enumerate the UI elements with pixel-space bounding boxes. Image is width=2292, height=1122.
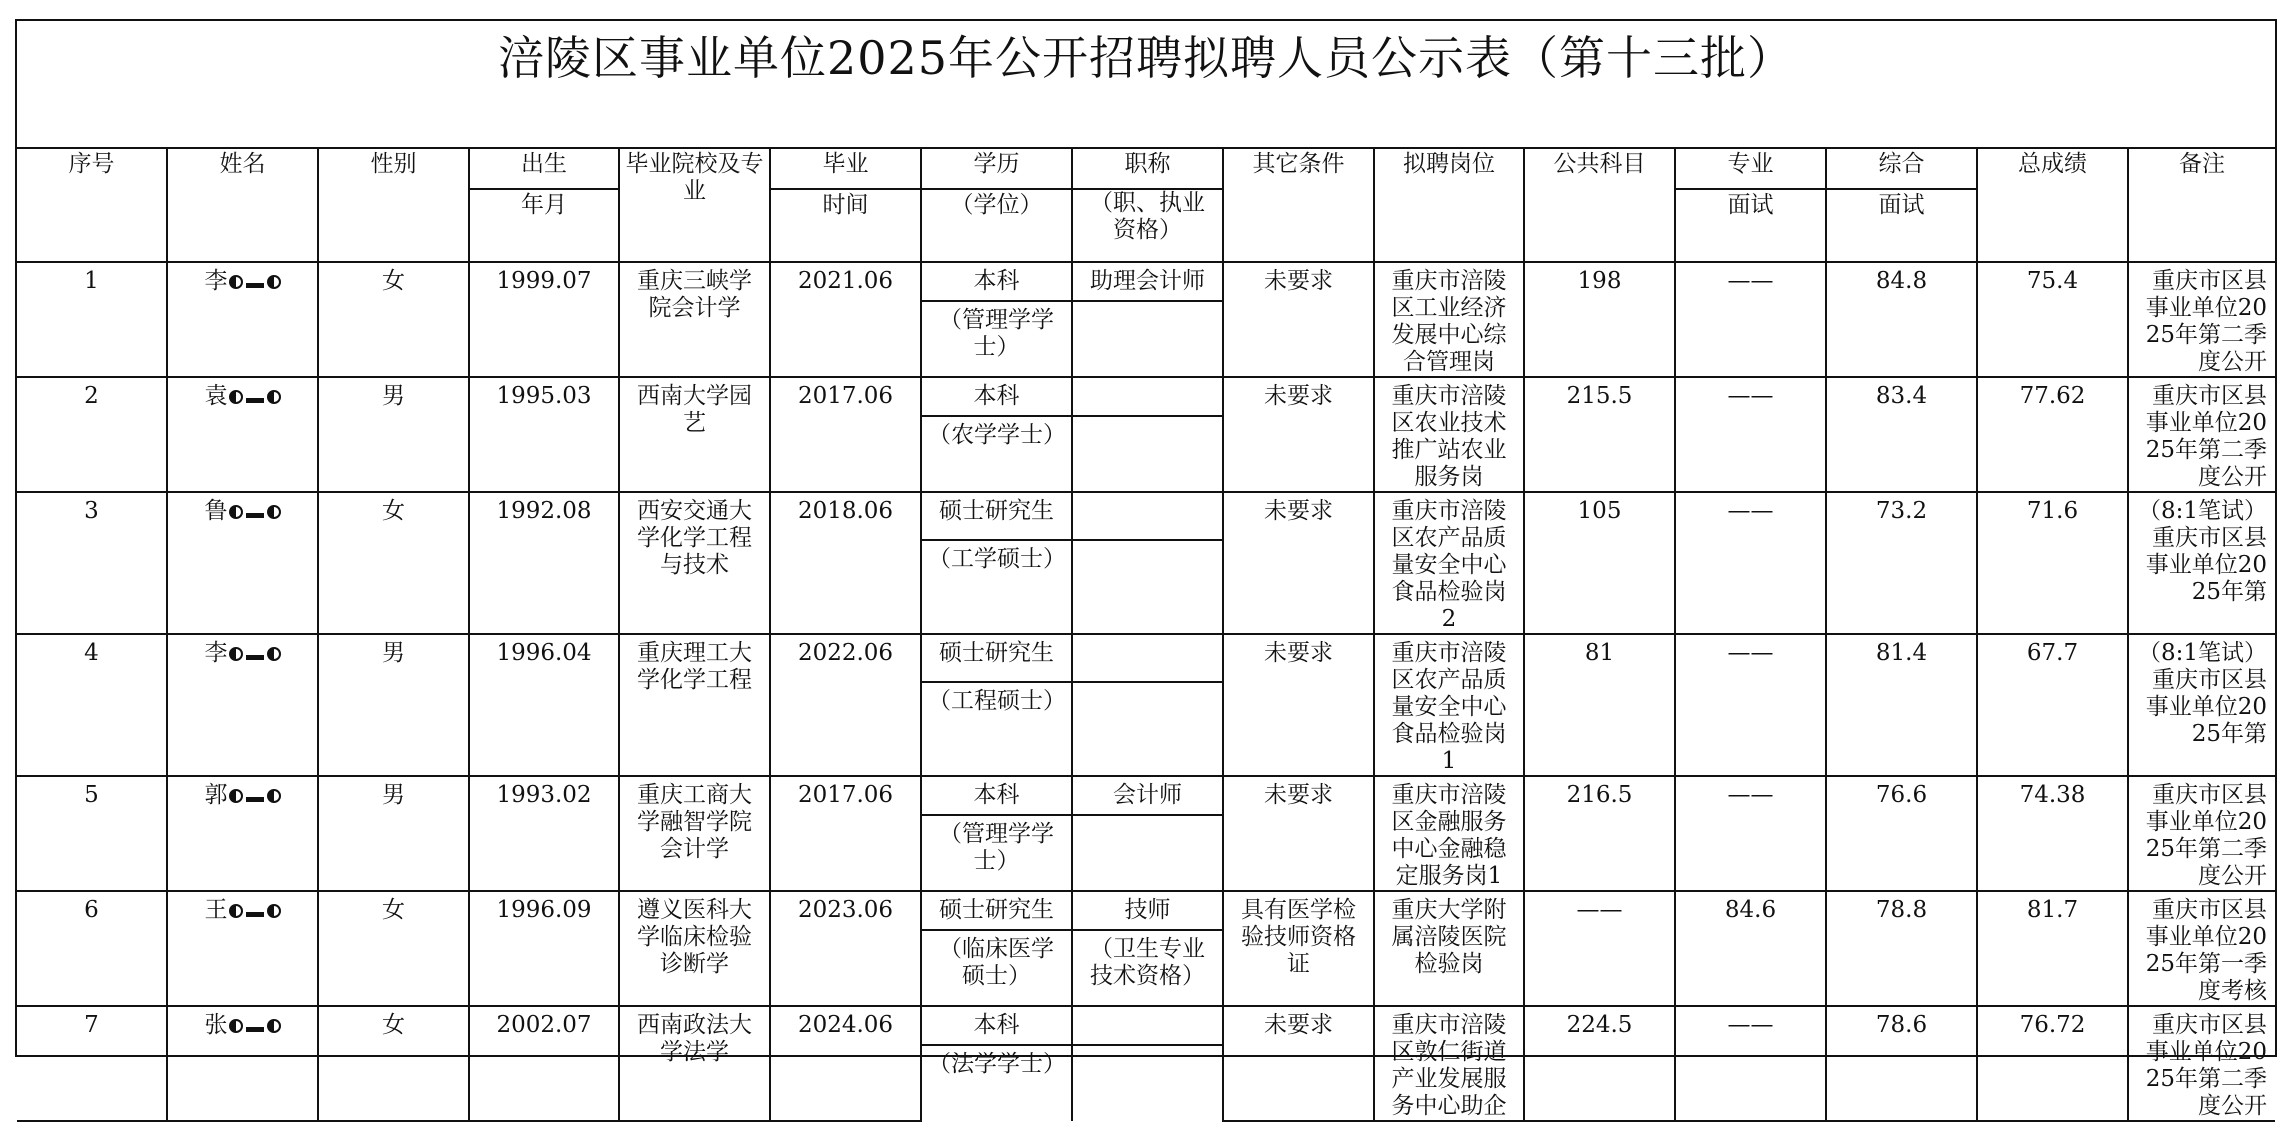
cell-school-text: 西南大学园艺	[637, 383, 752, 436]
cell-total	[1977, 492, 2128, 634]
cell-title-text	[1073, 1007, 1222, 1012]
cell-post	[1374, 1006, 1524, 1121]
cell-cert	[1072, 930, 1223, 1006]
cell-public-text: ——	[1576, 897, 1623, 923]
table-row	[17, 776, 2275, 815]
cell-birth-text: 1995.03	[496, 383, 592, 409]
cell-cert	[1072, 815, 1223, 891]
cell-title	[1072, 776, 1223, 815]
cell-public-text: 224.5	[1566, 1012, 1633, 1038]
header-title-top: 职称	[1072, 149, 1223, 189]
cell-edu	[921, 891, 1072, 930]
cell-edu-text: 硕士研究生	[939, 897, 1054, 923]
cell-degree	[921, 540, 1072, 634]
cell-gender	[318, 891, 469, 1006]
cell-gender-text: 女	[382, 498, 405, 524]
cell-grad-text: 2017.06	[797, 383, 894, 409]
cell-major	[1675, 776, 1826, 891]
table-header	[17, 149, 2275, 262]
cell-name	[167, 891, 318, 1006]
name-surname: 李	[204, 268, 228, 294]
cell-major-text: ——	[1727, 498, 1774, 524]
cell-grad-text: 2024.06	[797, 1012, 894, 1038]
cell-title-text: 会计师	[1113, 782, 1182, 808]
table-row	[17, 634, 2275, 682]
cell-public-text: 81	[1584, 640, 1615, 666]
cell-note	[2128, 492, 2275, 634]
cell-grad	[770, 377, 921, 492]
cell-title-text	[1073, 493, 1222, 498]
page-title: 涪陵区事业单位2025年公开招聘拟聘人员公示表（第十三批）	[497, 31, 1795, 85]
cell-note	[2128, 262, 2275, 377]
name-surname: 李	[204, 640, 228, 666]
cell-other-text: 未要求	[1264, 782, 1333, 808]
header-public: 公共科目	[1524, 149, 1675, 262]
cell-major	[1675, 262, 1826, 377]
name-surname: 王	[204, 897, 228, 923]
cell-note	[2128, 776, 2275, 891]
cell-grad	[770, 776, 921, 891]
candidates-table	[17, 149, 2275, 1122]
cell-total	[1977, 891, 2128, 1006]
cell-name	[167, 262, 318, 377]
cell-public-text: 105	[1577, 498, 1622, 524]
name-surname: 袁	[204, 383, 228, 409]
cell-post-text: 重庆市涪陵区农产品质量安全中心食品检验岗1	[1391, 640, 1507, 774]
cell-note-text: （8:1笔试）重庆市区县事业单位2025年第	[2137, 498, 2267, 605]
table-row	[17, 377, 2275, 416]
cell-gender-text: 男	[382, 782, 405, 808]
cell-other-text: 未要求	[1264, 498, 1333, 524]
cell-public-text: 198	[1577, 268, 1622, 294]
cell-edu-text: 本科	[973, 1012, 1020, 1038]
cell-edu	[921, 1006, 1072, 1045]
cell-comp-text: 78.8	[1875, 897, 1928, 923]
header-post: 拟聘岗位	[1374, 149, 1524, 262]
cell-comp	[1826, 891, 1977, 1006]
header-birth-top: 出生	[469, 149, 619, 189]
cell-total	[1977, 1006, 2128, 1121]
header-note: 备注	[2128, 149, 2275, 262]
cell-post-text: 重庆市涪陵区农产品质量安全中心食品检验岗2	[1391, 498, 1507, 632]
cell-seq-text: 3	[84, 498, 99, 524]
cell-other	[1223, 262, 1374, 377]
cell-public	[1524, 1006, 1675, 1121]
cell-name	[167, 377, 318, 492]
cell-grad	[770, 262, 921, 377]
cell-gender	[318, 1006, 469, 1121]
cell-gender	[318, 776, 469, 891]
cell-school	[619, 891, 770, 1006]
cell-public-text: 215.5	[1566, 383, 1633, 409]
cell-birth-text: 1993.02	[496, 782, 592, 808]
cell-seq-text: 6	[84, 897, 99, 923]
cell-public-text: 216.5	[1566, 782, 1633, 808]
cell-post-text: 重庆大学附属涪陵医院检验岗	[1391, 897, 1507, 977]
header-birth-bottom: 年月	[469, 189, 619, 262]
cell-total-text: 74.38	[2019, 782, 2086, 808]
cell-other-text: 未要求	[1264, 383, 1333, 409]
cell-birth-text: 1999.07	[496, 268, 592, 294]
cell-degree-text: （农学学士）	[928, 422, 1066, 449]
cell-other	[1223, 1006, 1374, 1121]
cell-birth	[469, 1006, 619, 1121]
cell-degree	[921, 1045, 1072, 1121]
cell-edu-text: 硕士研究生	[939, 498, 1054, 524]
cell-post-text: 重庆市涪陵区敦仁街道产业发展服务中心助企	[1391, 1012, 1507, 1119]
cell-seq-text: 7	[84, 1012, 99, 1038]
cell-total	[1977, 634, 2128, 776]
cell-major-text: 84.6	[1724, 897, 1777, 923]
cell-name	[167, 634, 318, 776]
table-row	[17, 492, 2275, 540]
cell-note-text: 重庆市区县事业单位2025年第一季度考核	[2145, 897, 2267, 1004]
cell-total-text: 76.72	[2019, 1012, 2086, 1038]
cell-cert	[1072, 301, 1223, 377]
cell-other-text: 具有医学检验技师资格证	[1241, 897, 1356, 977]
cell-post	[1374, 262, 1524, 377]
cell-seq	[17, 776, 167, 891]
cell-major-text: ——	[1727, 383, 1774, 409]
cell-degree	[921, 815, 1072, 891]
cell-public	[1524, 891, 1675, 1006]
header-edu-bottom: （学位）	[921, 189, 1072, 262]
cell-degree-text: （工学硕士）	[928, 546, 1066, 573]
cell-title-text: 技师	[1124, 897, 1171, 923]
cell-grad-text: 2022.06	[797, 640, 894, 666]
cell-seq	[17, 891, 167, 1006]
name-mask-icon	[229, 390, 281, 404]
cell-name	[167, 492, 318, 634]
cell-post	[1374, 634, 1524, 776]
cell-birth	[469, 776, 619, 891]
cell-post-text: 重庆市涪陵区农业技术推广站农业服务岗	[1391, 383, 1507, 490]
cell-comp	[1826, 1006, 1977, 1121]
cell-birth-text: 2002.07	[496, 1012, 592, 1038]
cell-major-text: ——	[1727, 268, 1774, 294]
cell-comp-text: 83.4	[1875, 383, 1928, 409]
cell-other	[1223, 492, 1374, 634]
cell-cert-text	[1073, 1046, 1222, 1051]
cell-degree-text: （管理学学士）	[939, 821, 1054, 875]
cell-comp	[1826, 634, 1977, 776]
cell-school-text: 遵义医科大学临床检验诊断学	[637, 897, 752, 977]
cell-note-text: 重庆市区县事业单位2025年第二季度公开	[2145, 383, 2267, 490]
cell-total	[1977, 776, 2128, 891]
cell-seq	[17, 1006, 167, 1121]
cell-school	[619, 262, 770, 377]
cell-other	[1223, 634, 1374, 776]
cell-title-text	[1073, 378, 1222, 383]
cell-degree-text: （法学学士）	[928, 1051, 1066, 1078]
cell-title-text	[1073, 635, 1222, 640]
name-mask-icon	[229, 275, 281, 289]
cell-degree	[921, 416, 1072, 492]
name-mask-icon	[229, 904, 281, 918]
cell-cert-text: （卫生专业技术资格）	[1090, 936, 1205, 990]
cell-major	[1675, 634, 1826, 776]
cell-note-text: 重庆市区县事业单位2025年第二季度公开	[2145, 782, 2267, 889]
cell-comp-text: 84.8	[1875, 268, 1928, 294]
cell-post	[1374, 891, 1524, 1006]
cell-seq-text: 5	[84, 782, 99, 808]
cell-public	[1524, 377, 1675, 492]
name-surname: 鲁	[204, 498, 228, 524]
cell-birth	[469, 377, 619, 492]
cell-name	[167, 776, 318, 891]
cell-birth-text: 1996.09	[496, 897, 592, 923]
header-seq: 序号	[17, 149, 167, 262]
cell-grad-text: 2017.06	[797, 782, 894, 808]
cell-school	[619, 634, 770, 776]
cell-note	[2128, 377, 2275, 492]
name-surname: 郭	[204, 782, 228, 808]
cell-degree-text: （管理学学士）	[939, 307, 1054, 361]
table-row	[17, 891, 2275, 930]
cell-birth	[469, 262, 619, 377]
cell-seq	[17, 377, 167, 492]
cell-grad-text: 2021.06	[797, 268, 894, 294]
cell-grad	[770, 634, 921, 776]
cell-school-text: 重庆工商大学融智学院会计学	[637, 782, 752, 862]
cell-grad	[770, 1006, 921, 1121]
cell-edu	[921, 776, 1072, 815]
name-surname: 张	[204, 1012, 228, 1038]
cell-gender-text: 女	[382, 268, 405, 294]
cell-edu-text: 本科	[973, 268, 1020, 294]
cell-public	[1524, 634, 1675, 776]
cell-major-text: ——	[1727, 782, 1774, 808]
name-mask-icon	[229, 647, 281, 661]
cell-major	[1675, 492, 1826, 634]
header-other: 其它条件	[1223, 149, 1374, 262]
cell-note	[2128, 891, 2275, 1006]
name-mask-icon	[229, 1019, 281, 1033]
cell-comp-text: 81.4	[1875, 640, 1928, 666]
cell-total-text: 67.7	[2026, 640, 2079, 666]
cell-edu	[921, 634, 1072, 682]
cell-name	[167, 1006, 318, 1121]
cell-gender	[318, 377, 469, 492]
cell-grad-text: 2018.06	[797, 498, 894, 524]
cell-title	[1072, 492, 1223, 540]
cell-gender	[318, 634, 469, 776]
header-edu-top: 学历	[921, 149, 1072, 189]
cell-note	[2128, 1006, 2275, 1121]
cell-title	[1072, 377, 1223, 416]
cell-post	[1374, 776, 1524, 891]
cell-total-text: 71.6	[2026, 498, 2079, 524]
table-body	[17, 262, 2275, 1121]
cell-cert	[1072, 540, 1223, 634]
cell-other	[1223, 377, 1374, 492]
cell-post-text: 重庆市涪陵区工业经济发展中心综合管理岗	[1391, 268, 1507, 375]
cell-cert-text	[1073, 816, 1222, 821]
cell-title	[1072, 262, 1223, 301]
cell-cert-text	[1073, 541, 1222, 546]
header-grad-bottom: 时间	[770, 189, 921, 262]
cell-seq	[17, 634, 167, 776]
name-mask-icon	[229, 789, 281, 803]
cell-comp	[1826, 377, 1977, 492]
cell-post	[1374, 377, 1524, 492]
cell-other	[1223, 776, 1374, 891]
cell-seq	[17, 492, 167, 634]
cell-grad	[770, 891, 921, 1006]
cell-cert-text	[1073, 683, 1222, 688]
cell-total-text: 77.62	[2019, 383, 2086, 409]
cell-degree-text: （工程硕士）	[928, 688, 1066, 715]
cell-major-text: ——	[1727, 640, 1774, 666]
cell-school	[619, 377, 770, 492]
cell-school-text: 西安交通大学化学工程与技术	[637, 498, 752, 578]
cell-total-text: 75.4	[2026, 268, 2079, 294]
cell-gender-text: 女	[382, 897, 405, 923]
cell-gender-text: 男	[382, 383, 405, 409]
cell-public	[1524, 776, 1675, 891]
cell-seq-text: 2	[84, 383, 99, 409]
title-bar	[17, 21, 2275, 149]
cell-edu-text: 硕士研究生	[939, 640, 1054, 666]
cell-title	[1072, 634, 1223, 682]
cell-gender-text: 男	[382, 640, 405, 666]
cell-major	[1675, 377, 1826, 492]
cell-post	[1374, 492, 1524, 634]
cell-edu	[921, 377, 1072, 416]
cell-degree	[921, 682, 1072, 776]
cell-school-text: 重庆理工大学化学工程	[637, 640, 752, 693]
cell-birth	[469, 492, 619, 634]
cell-public	[1524, 492, 1675, 634]
cell-edu-text: 本科	[973, 383, 1020, 409]
cell-degree-text: （临床医学硕士）	[939, 936, 1054, 990]
cell-comp-text: 73.2	[1875, 498, 1928, 524]
cell-seq-text: 1	[84, 268, 99, 294]
cell-other-text: 未要求	[1264, 1012, 1333, 1038]
cell-birth	[469, 634, 619, 776]
cell-public	[1524, 262, 1675, 377]
cell-gender	[318, 492, 469, 634]
header-comp-top: 综合	[1826, 149, 1977, 189]
table-row	[17, 1006, 2275, 1045]
cell-gender-text: 女	[382, 1012, 405, 1038]
announcement-sheet	[15, 19, 2277, 1119]
cell-birth-text: 1996.04	[496, 640, 592, 666]
cell-title-text: 助理会计师	[1090, 268, 1205, 294]
cell-total	[1977, 262, 2128, 377]
cell-cert	[1072, 1045, 1223, 1121]
name-mask-icon	[229, 505, 281, 519]
header-major-top: 专业	[1675, 149, 1826, 189]
cell-note-text: （8:1笔试）重庆市区县事业单位2025年第	[2137, 640, 2267, 747]
cell-major	[1675, 891, 1826, 1006]
cell-degree	[921, 930, 1072, 1006]
header-school: 毕业院校及专业	[619, 149, 770, 262]
cell-school	[619, 1006, 770, 1121]
cell-comp	[1826, 776, 1977, 891]
cell-degree	[921, 301, 1072, 377]
cell-cert-text	[1073, 302, 1222, 307]
cell-comp	[1826, 492, 1977, 634]
cell-grad	[770, 492, 921, 634]
header-total: 总成绩	[1977, 149, 2128, 262]
cell-gender	[318, 262, 469, 377]
cell-major	[1675, 1006, 1826, 1121]
cell-cert	[1072, 682, 1223, 776]
cell-school-text: 西南政法大学法学	[637, 1012, 752, 1065]
cell-other-text: 未要求	[1264, 268, 1333, 294]
cell-birth-text: 1992.08	[496, 498, 592, 524]
cell-cert-text	[1073, 417, 1222, 422]
cell-seq-text: 4	[84, 640, 99, 666]
header-name: 姓名	[167, 149, 318, 262]
cell-school	[619, 776, 770, 891]
cell-post-text: 重庆市涪陵区金融服务中心金融稳定服务岗1	[1391, 782, 1507, 889]
cell-cert	[1072, 416, 1223, 492]
cell-comp	[1826, 262, 1977, 377]
cell-seq	[17, 262, 167, 377]
cell-birth	[469, 891, 619, 1006]
cell-grad-text: 2023.06	[797, 897, 894, 923]
cell-other-text: 未要求	[1264, 640, 1333, 666]
cell-school	[619, 492, 770, 634]
header-comp-bottom: 面试	[1826, 189, 1977, 262]
header-major-bottom: 面试	[1675, 189, 1826, 262]
cell-note-text: 重庆市区县事业单位2025年第二季度公开	[2145, 268, 2267, 375]
table-row	[17, 262, 2275, 301]
cell-title	[1072, 891, 1223, 930]
cell-total-text: 81.7	[2026, 897, 2079, 923]
cell-note-text: 重庆市区县事业单位2025年第二季度公开	[2145, 1012, 2267, 1119]
cell-total	[1977, 377, 2128, 492]
cell-school-text: 重庆三峡学院会计学	[637, 268, 752, 321]
cell-title	[1072, 1006, 1223, 1045]
cell-note	[2128, 634, 2275, 776]
header-title-bottom: （职、执业资格）	[1072, 189, 1223, 262]
header-grad-top: 毕业	[770, 149, 921, 189]
cell-comp-text: 76.6	[1875, 782, 1928, 808]
cell-edu	[921, 262, 1072, 301]
cell-major-text: ——	[1727, 1012, 1774, 1038]
header-gender: 性别	[318, 149, 469, 262]
cell-edu-text: 本科	[973, 782, 1020, 808]
cell-edu	[921, 492, 1072, 540]
cell-other	[1223, 891, 1374, 1006]
cell-comp-text: 78.6	[1875, 1012, 1928, 1038]
